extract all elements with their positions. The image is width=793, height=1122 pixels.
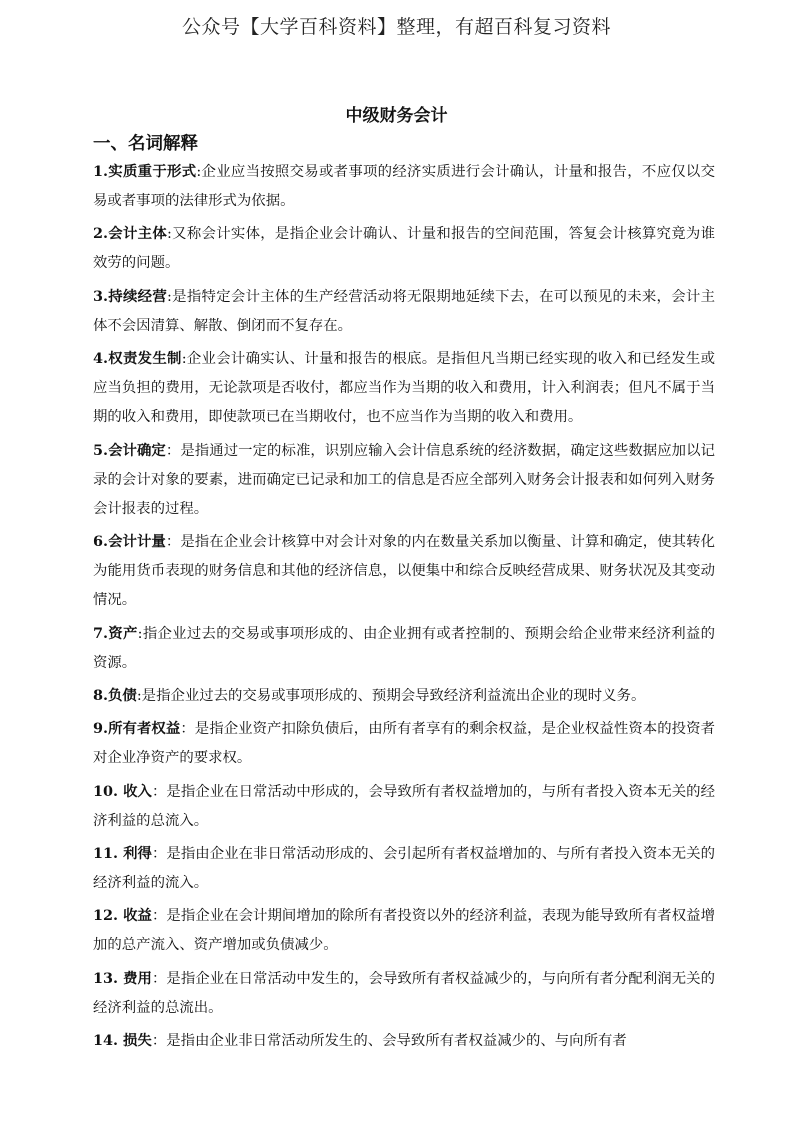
term-separator: ： [151,783,167,800]
term-label: 13. 费用 [93,969,152,987]
document-title: 中级财务会计 [345,106,448,126]
term-label: 5.会计确定 [93,441,166,459]
term-item [93,681,715,711]
term-item [93,839,715,898]
term-definition: 是指在企业会计核算中对会计对象的内在数量关系加以衡量、计算和确定，使其转化为能用货币表现的财务信息和其他的经济信息，以便集中和综合反映经营成果、财务状况及其变动情况。 [93,534,715,609]
term-label: 8.负债 [93,686,137,704]
term-separator: ： [165,442,181,459]
header-note: 公众号【大学百科资料】整理，有超百科复习资料 [181,16,611,38]
term-item [93,527,715,615]
term-label: 11. 利得 [93,844,152,862]
term-definition: 指企业过去的交易或事项形成的、由企业拥有或者控制的、预期会给企业带来经济利益的资源。 [93,625,715,671]
term-label: 7.资产 [93,624,138,642]
term-item [93,714,715,773]
term-label: 9.所有者权益 [93,720,181,738]
term-separator: ： [180,721,195,738]
term-definition: 是指由企业在非日常活动形成的、会引起所有者权益增加的、与所有者投入资本无关的经济利益的流入。 [93,845,715,892]
term-separator: ： [151,970,167,987]
term-definition: 是指由企业非日常活动所发生的、会导致所有者权益减少的、与向所有者 [166,1033,627,1050]
term-label: 4.权责发生制 [93,350,182,368]
term-item [93,1026,715,1056]
term-label: 14. 损失 [93,1032,152,1050]
term-separator: ： [151,1033,167,1050]
term-separator: : [167,226,172,243]
term-label: 1.实质重于形式 [93,163,197,180]
term-item [93,777,715,836]
term-label: 6.会计计量 [93,533,166,551]
term-item [93,964,715,1023]
term-definition: 是指企业在日常活动中形成的，会导致所有者权益增加的，与所有者投入资本无关的经济利益的总流入。 [93,783,715,829]
term-definition: 是指企业在会计期间增加的除所有者投资以外的经济利益，表现为能导致所有者权益增加的总产流入、资产增加或负债减少。 [93,908,715,954]
term-list [93,157,715,1059]
term-item [93,219,715,278]
term-separator: : [181,351,187,368]
section-heading: 一、名词解释 [93,134,198,154]
term-separator: ： [151,908,167,925]
term-item [93,157,715,216]
term-label: 12. 收益 [93,907,152,925]
term-definition: 企业会计确实认、计量和报告的根底。是指但凡当期已经实现的收入和已经发生或应当负担的费用，无论款项是否收付，都应当作为当期的收入和费用，计入利润表；但凡不属于当期的收入和费用，即使款项已在当期收付，也不应当作为当期的收入和费用。 [93,351,715,426]
term-definition: 是指企业过去的交易或事项形成的、预期会导致经济利益流出企业的现时义务。 [141,687,646,704]
term-label: 10. 收入 [93,782,152,800]
term-separator: ： [165,534,181,551]
term-definition: 是指通过一定的标准，识别应输入会计信息系统的经济数据，确定这些数据应加以记录的会计对象的要素，进而确定已记录和加工的信息是否应全部列入财务会计报表和如何列入财务会计报表的过程。 [93,442,715,517]
term-definition: 是指特定会计主体的生产经营活动将无限期地延续下去，在可以预见的未来，会计主体不会因清算、解散、倒闭而不复存在。 [93,288,715,334]
term-item [93,282,715,341]
term-item [93,619,715,678]
term-separator: : [137,625,143,642]
term-item [93,901,715,960]
term-label: 2.会计主体 [93,225,168,243]
term-item [93,344,715,432]
term-separator: : [136,687,142,704]
term-separator: ： [151,845,167,862]
term-separator: : [167,288,172,305]
term-definition: 又称会计实体，是指企业会计确认、计量和报告的空间范围，答复会计核算究竟为谁效劳的问题。 [93,226,715,272]
term-item [93,436,715,524]
term-definition: 是指企业在日常活动中发生的，会导致所有者权益减少的，与向所有者分配利润无关的经济利益的总流出。 [93,970,715,1016]
term-label: 3.持续经营 [93,287,168,305]
term-definition: 企业应当按照交易或者事项的经济实质进行会计确认，计量和报告，不应仅以交易或者事项的法律形式为依据。 [93,164,715,210]
term-definition: 是指企业资产扣除负债后，由所有者享有的剩余权益，是企业权益性资本的投资者对企业净资产的要求权。 [93,721,715,767]
term-separator: : [196,164,202,180]
